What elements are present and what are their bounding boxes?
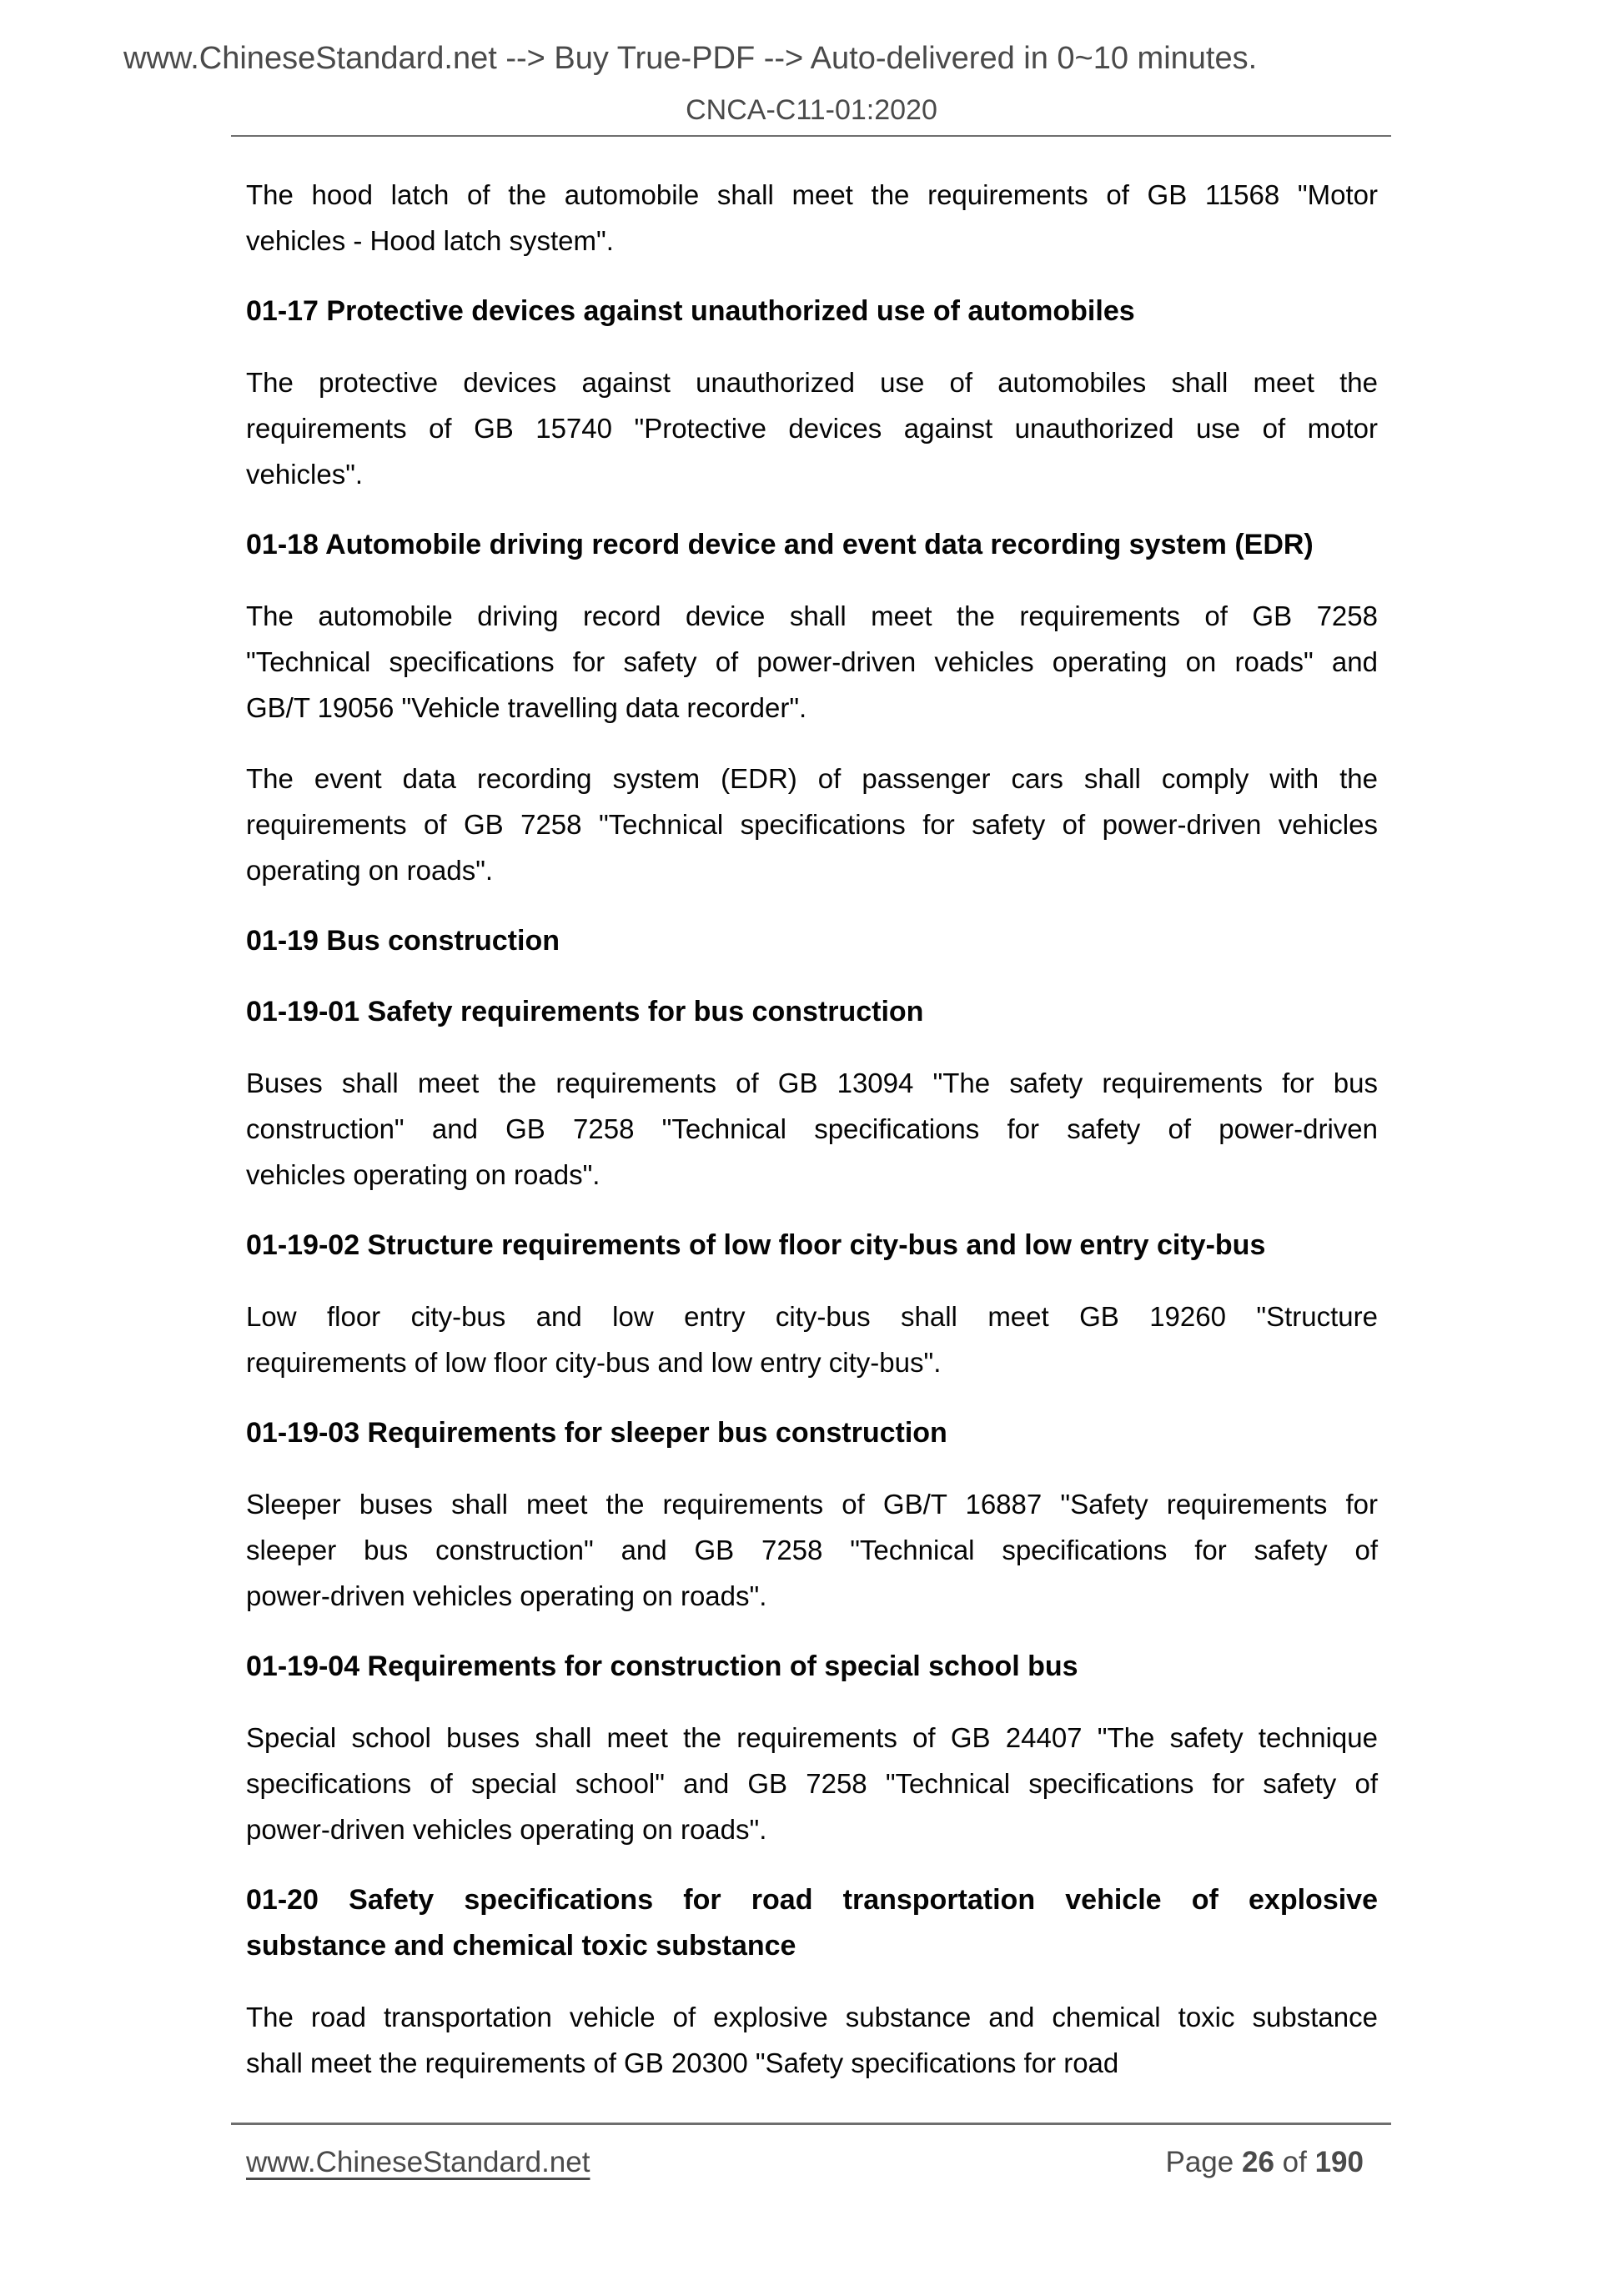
section-heading bbox=[246, 989, 1378, 1035]
section-heading bbox=[246, 1410, 1378, 1456]
section-heading bbox=[246, 1644, 1378, 1690]
text-line: operating on roads". bbox=[246, 855, 494, 886]
text-line: The event data recording system (EDR) of passenger cars shall comply with the bbox=[246, 763, 1378, 794]
text-line: 01-20 Safety specifications for road transportation vehicle of explosive bbox=[246, 1884, 1378, 1916]
body-paragraph bbox=[246, 1994, 1378, 2086]
text-line: 01-19-03 Requirements for sleeper bus construction bbox=[246, 1417, 947, 1449]
page-indicator bbox=[1166, 2145, 1364, 2180]
document-id: CNCA-C11-01:2020 bbox=[686, 94, 937, 126]
text-line: requirements of low floor city-bus and low entry city-bus". bbox=[246, 1347, 942, 1378]
text-line: power-driven vehicles operating on roads". bbox=[246, 1814, 767, 1845]
section-heading bbox=[246, 522, 1378, 568]
text-line: construction" and GB 7258 "Technical specifications for safety of power-driven bbox=[246, 1113, 1378, 1144]
footer-site-link[interactable]: www.ChineseStandard.net bbox=[246, 2146, 590, 2178]
text-line: Low floor city-bus and low entry city-bus shall meet GB 19260 "Structure bbox=[246, 1301, 1378, 1332]
body-paragraph bbox=[246, 359, 1378, 497]
text-line: Special school buses shall meet the requirements of GB 24407 "The safety technique bbox=[246, 1722, 1378, 1753]
section-heading bbox=[246, 289, 1378, 334]
text-line: Sleeper buses shall meet the requirements of GB/T 16887 "Safety requirements for bbox=[246, 1489, 1378, 1520]
page-current: 26 bbox=[1241, 2146, 1274, 2178]
text-line: 01-18 Automobile driving record device and event data recording system (EDR) bbox=[246, 529, 1314, 560]
text-line: sleeper bus construction" and GB 7258 "Technical specifications for safety of bbox=[246, 1535, 1378, 1565]
body-paragraph bbox=[246, 1715, 1378, 1852]
text-line: The protective devices against unauthorized use of automobiles shall meet the bbox=[246, 367, 1378, 398]
page-total: 190 bbox=[1314, 2146, 1364, 2178]
text-line: The automobile driving record device shall meet the requirements of GB 7258 bbox=[246, 600, 1378, 631]
header-promo-text: www.ChineseStandard.net --> Buy True-PDF --> Auto-delivered in 0~10 minutes. bbox=[123, 41, 1258, 76]
header-rule bbox=[231, 135, 1391, 137]
text-line: 01-19 Bus construction bbox=[246, 925, 560, 957]
body-paragraph bbox=[246, 756, 1378, 893]
section-heading bbox=[246, 1877, 1378, 1969]
body-paragraph bbox=[246, 1060, 1378, 1198]
document-body bbox=[246, 172, 1378, 2086]
text-line: requirements of GB 7258 "Technical specifications for safety of power-driven vehicles bbox=[246, 809, 1378, 840]
body-paragraph bbox=[246, 1481, 1378, 1619]
body-paragraph bbox=[246, 593, 1378, 731]
body-paragraph bbox=[246, 172, 1378, 264]
text-line: specifications of special school" and GB 7258 "Technical specifications for safety of bbox=[246, 1768, 1378, 1799]
text-line: The hood latch of the automobile shall meet the requirements of GB 11568 "Motor bbox=[246, 179, 1378, 210]
text-line: 01-19-02 Structure requirements of low floor city-bus and low entry city-bus bbox=[246, 1229, 1266, 1261]
text-line: power-driven vehicles operating on roads". bbox=[246, 1580, 767, 1611]
text-line: vehicles". bbox=[246, 459, 364, 490]
text-line: substance and chemical toxic substance bbox=[246, 1930, 796, 1962]
body-paragraph bbox=[246, 1294, 1378, 1385]
text-line: requirements of GB 15740 "Protective devices against unauthorized use of motor bbox=[246, 413, 1378, 444]
text-line: 01-19-01 Safety requirements for bus construction bbox=[246, 996, 924, 1027]
footer bbox=[246, 2145, 1364, 2180]
section-heading bbox=[246, 918, 1378, 964]
text-line: vehicles - Hood latch system". bbox=[246, 225, 614, 256]
text-line: shall meet the requirements of GB 20300 "Safety specifications for road bbox=[246, 2047, 1119, 2078]
text-line: "Technical specifications for safety of power-driven vehicles operating on roads" and bbox=[246, 646, 1378, 677]
of-label: of bbox=[1282, 2146, 1307, 2178]
section-heading bbox=[246, 1223, 1378, 1269]
text-line: Buses shall meet the requirements of GB 13094 "The safety requirements for bus bbox=[246, 1068, 1378, 1098]
page-label: Page bbox=[1165, 2146, 1234, 2178]
text-line: The road transportation vehicle of explosive substance and chemical toxic substance bbox=[246, 2002, 1378, 2032]
text-line: vehicles operating on roads". bbox=[246, 1159, 600, 1190]
footer-rule bbox=[231, 2123, 1391, 2125]
text-line: 01-17 Protective devices against unauthorized use of automobiles bbox=[246, 295, 1135, 327]
text-line: 01-19-04 Requirements for construction of special school bus bbox=[246, 1650, 1078, 1682]
text-line: GB/T 19056 "Vehicle travelling data recorder". bbox=[246, 692, 807, 723]
